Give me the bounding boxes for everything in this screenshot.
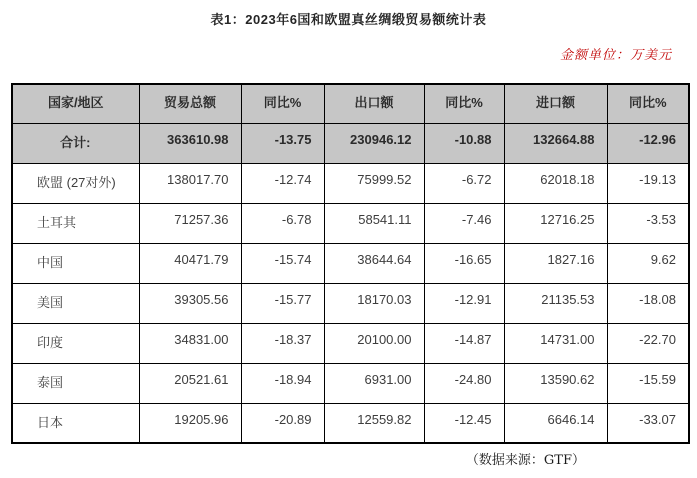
country-cell: 日本 (12, 403, 139, 443)
table-row-total (12, 123, 689, 163)
value-cell: 230946.12 (324, 123, 424, 163)
column-header-yoy-imports: 同比% (607, 84, 689, 123)
value-cell: 363610.98 (139, 123, 241, 163)
value-cell: -15.74 (241, 243, 324, 283)
column-header-total-trade: 贸易总额 (139, 84, 241, 123)
value-cell: 40471.79 (139, 243, 241, 283)
column-header-country: 国家/地区 (12, 84, 139, 123)
country-cell: 美国 (12, 283, 139, 323)
value-cell: 19205.96 (139, 403, 241, 443)
value-cell: 18170.03 (324, 283, 424, 323)
value-cell: -15.77 (241, 283, 324, 323)
table-row-japan (12, 403, 689, 443)
table-row-china (12, 243, 689, 283)
value-cell: 1827.16 (504, 243, 607, 283)
value-cell: 9.62 (607, 243, 689, 283)
value-cell: -18.37 (241, 323, 324, 363)
country-cell: 印度 (12, 323, 139, 363)
unit-note: 金额单位：万美元 (559, 48, 672, 63)
value-cell: -18.08 (607, 283, 689, 323)
value-cell: -12.74 (241, 163, 324, 203)
value-cell: 62018.18 (504, 163, 607, 203)
value-cell: 71257.36 (139, 203, 241, 243)
value-cell: -12.96 (607, 123, 689, 163)
value-cell: 132664.88 (504, 123, 607, 163)
value-cell: -22.70 (607, 323, 689, 363)
table-row-eu (12, 163, 689, 203)
value-cell: 39305.56 (139, 283, 241, 323)
value-cell: 38644.64 (324, 243, 424, 283)
table-row-turkey (12, 203, 689, 243)
value-cell: 75999.52 (324, 163, 424, 203)
value-cell: 13590.62 (504, 363, 607, 403)
value-cell: -20.89 (241, 403, 324, 443)
table-header-row (12, 84, 689, 123)
table-row-india (12, 323, 689, 363)
country-cell: 泰国 (12, 363, 139, 403)
table-row-usa (12, 283, 689, 323)
value-cell: -15.59 (607, 363, 689, 403)
page-title: 表1：2023年6国和欧盟真丝绸缎贸易额统计表 (210, 12, 487, 27)
country-cell: 中国 (12, 243, 139, 283)
column-header-yoy-exports: 同比% (424, 84, 504, 123)
value-cell: -12.91 (424, 283, 504, 323)
value-cell: -24.80 (424, 363, 504, 403)
value-cell: 20521.61 (139, 363, 241, 403)
value-cell: 6646.14 (504, 403, 607, 443)
value-cell: -10.88 (424, 123, 504, 163)
value-cell: 12716.25 (504, 203, 607, 243)
value-cell: -3.53 (607, 203, 689, 243)
value-cell: -12.45 (424, 403, 504, 443)
value-cell: -16.65 (424, 243, 504, 283)
value-cell: 20100.00 (324, 323, 424, 363)
value-cell: 58541.11 (324, 203, 424, 243)
value-cell: 138017.70 (139, 163, 241, 203)
column-header-exports: 出口额 (324, 84, 424, 123)
column-header-yoy-total: 同比% (241, 84, 324, 123)
value-cell: -6.72 (424, 163, 504, 203)
value-cell: -7.46 (424, 203, 504, 243)
value-cell: -18.94 (241, 363, 324, 403)
trade-statistics-table (11, 83, 690, 444)
source-note: （数据来源：GTF） (465, 453, 585, 468)
country-cell: 合计: (12, 123, 139, 163)
country-cell: 土耳其 (12, 203, 139, 243)
column-header-imports: 进口额 (504, 84, 607, 123)
value-cell: -14.87 (424, 323, 504, 363)
value-cell: 34831.00 (139, 323, 241, 363)
value-cell: 21135.53 (504, 283, 607, 323)
value-cell: -13.75 (241, 123, 324, 163)
value-cell: -19.13 (607, 163, 689, 203)
country-cell: 欧盟 (27对外) (12, 163, 139, 203)
value-cell: 14731.00 (504, 323, 607, 363)
value-cell: -33.07 (607, 403, 689, 443)
value-cell: 12559.82 (324, 403, 424, 443)
value-cell: -6.78 (241, 203, 324, 243)
table-row-thailand (12, 363, 689, 403)
value-cell: 6931.00 (324, 363, 424, 403)
